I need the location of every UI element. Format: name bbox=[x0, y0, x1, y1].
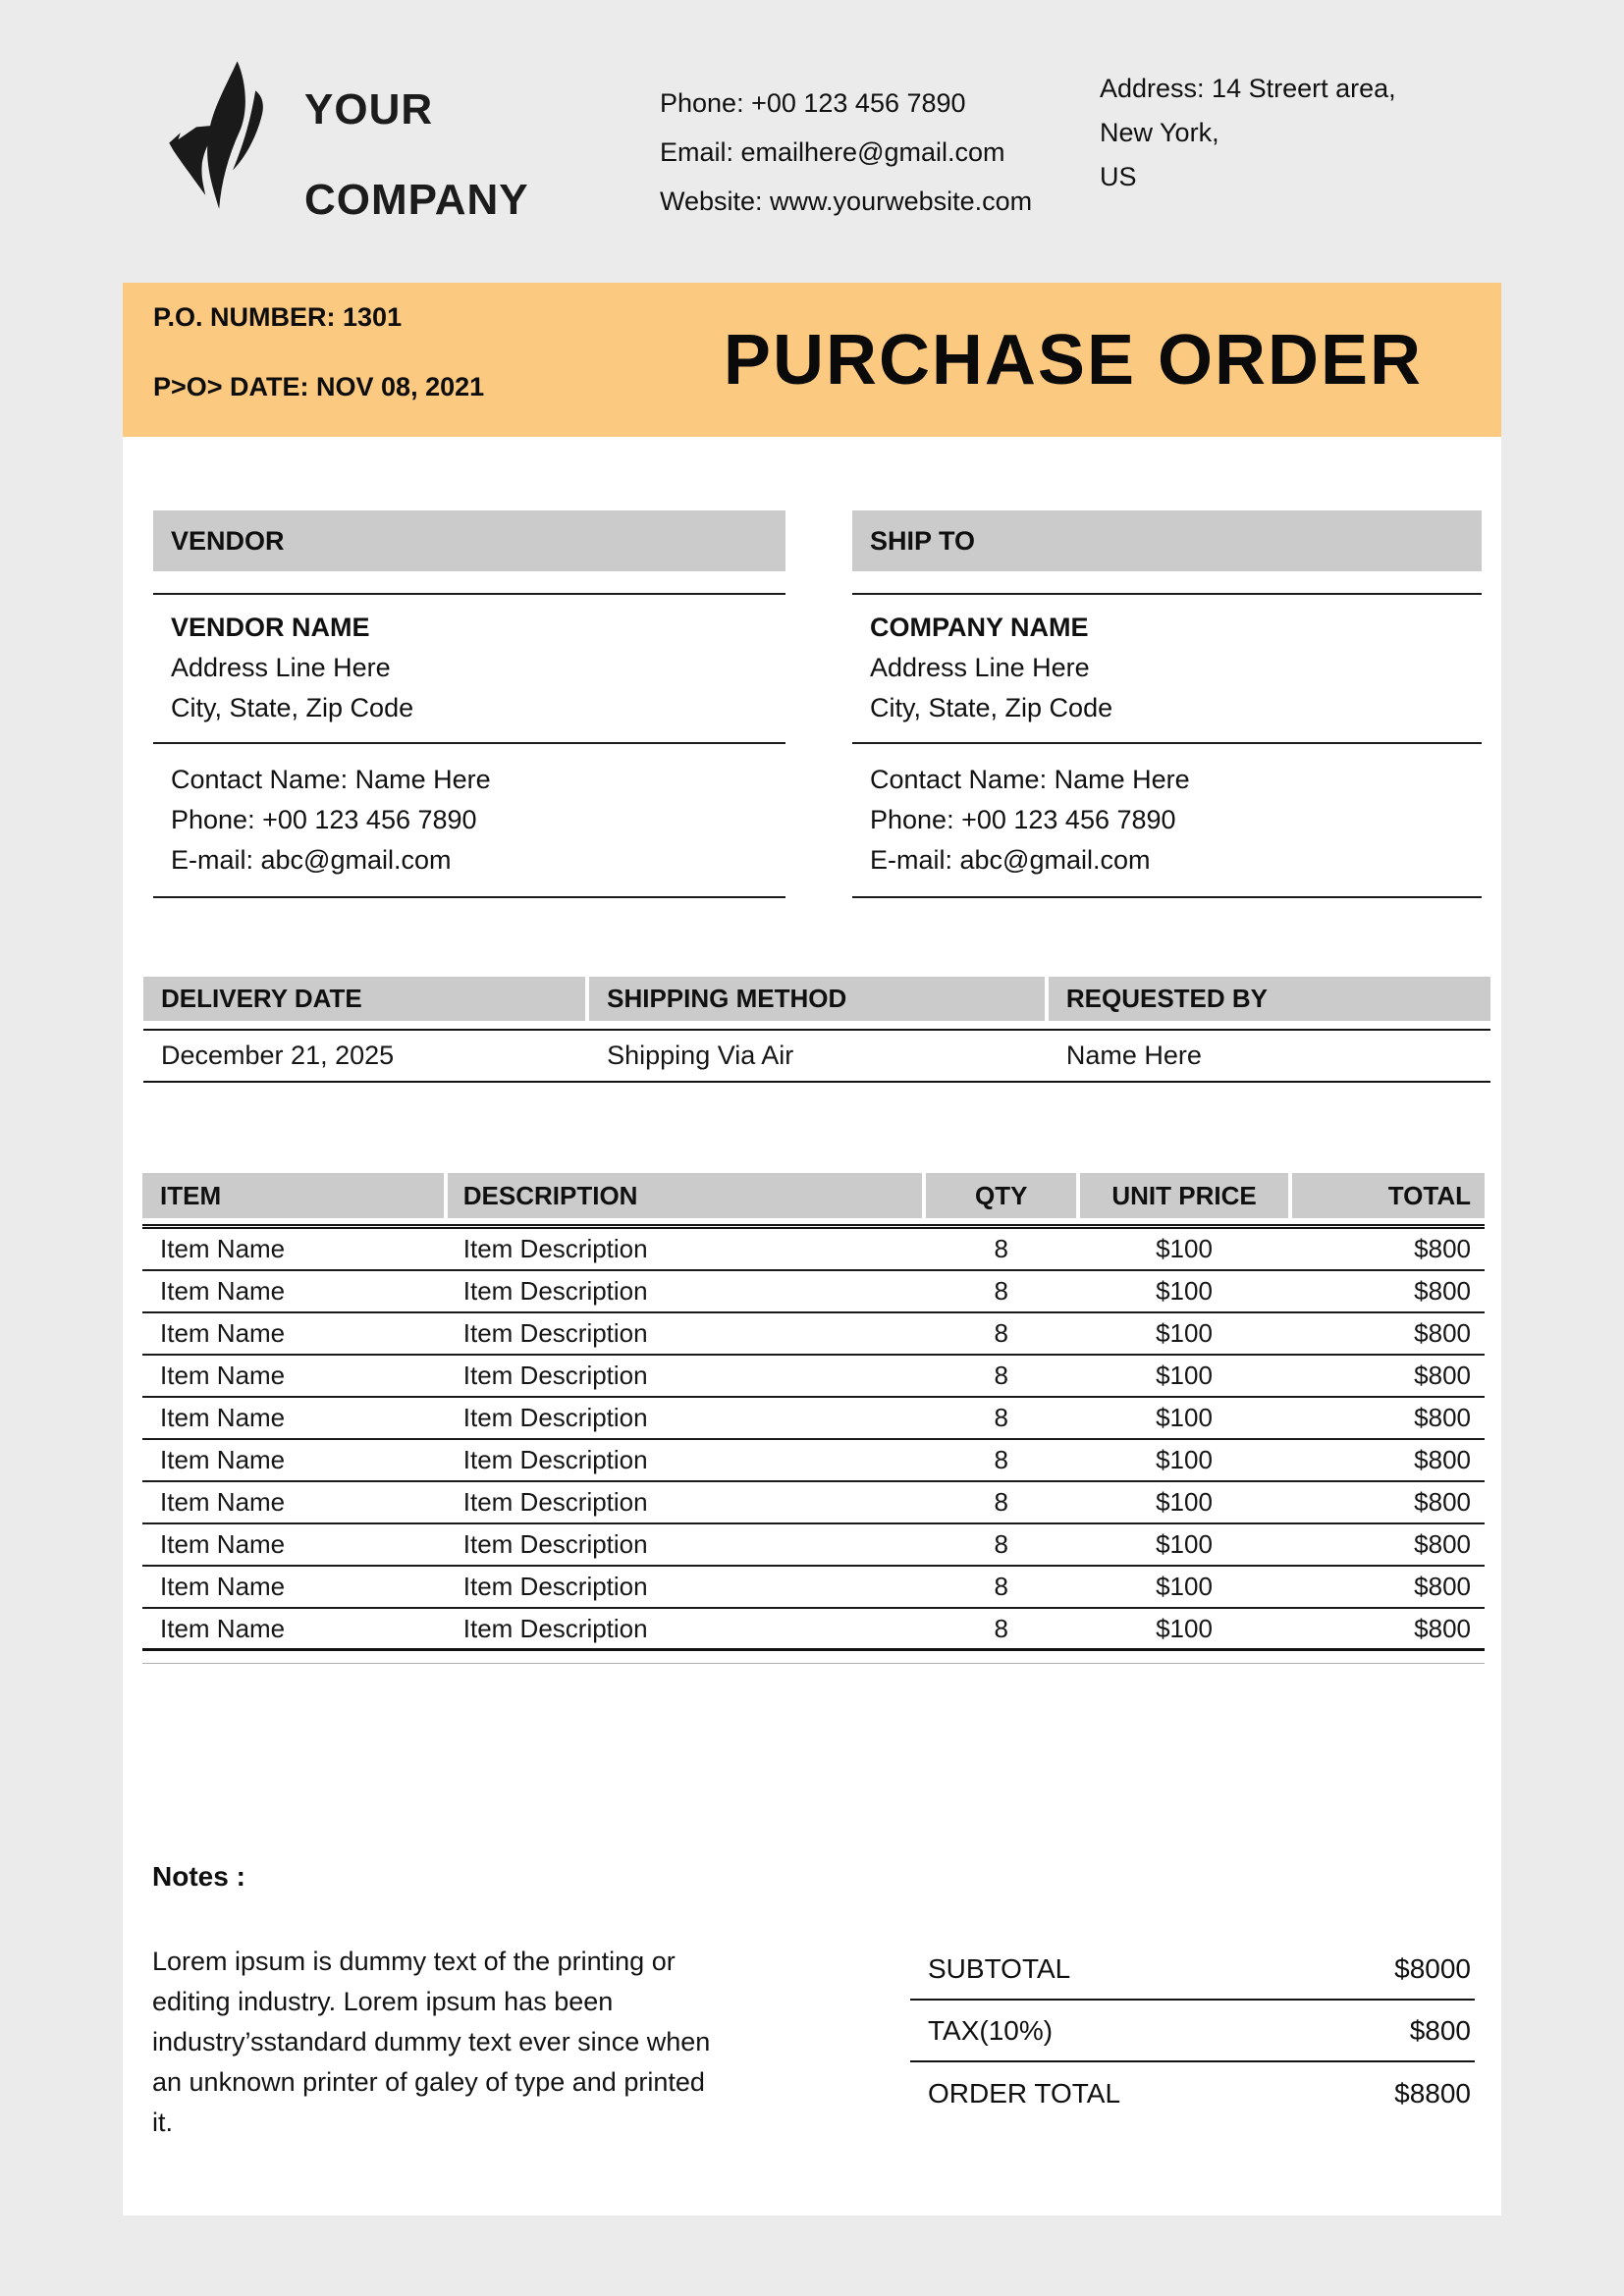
item-description-cell: Item Description bbox=[462, 1529, 648, 1559]
vendor-section-header: VENDOR bbox=[153, 510, 785, 571]
company-logo-icon bbox=[143, 59, 293, 218]
ship-to-section bbox=[852, 510, 1482, 898]
item-name-cell: Item Name bbox=[160, 1361, 286, 1390]
item-qty-cell: 8 bbox=[994, 1234, 1008, 1263]
table-row bbox=[142, 1229, 1485, 1271]
item-qty-cell: 8 bbox=[994, 1529, 1008, 1559]
table-row bbox=[142, 1482, 1485, 1524]
company-phone: Phone: +00 123 456 7890 bbox=[660, 88, 966, 118]
item-qty-cell: 8 bbox=[994, 1403, 1008, 1432]
divider bbox=[153, 896, 785, 898]
subtotal-row bbox=[910, 1939, 1475, 2001]
item-unit-price-cell: $100 bbox=[1156, 1234, 1213, 1263]
item-unit-price-cell: $100 bbox=[1156, 1361, 1213, 1390]
item-column-header: ITEM bbox=[142, 1173, 444, 1218]
item-name-cell: Item Name bbox=[160, 1529, 286, 1559]
item-qty-cell: 8 bbox=[994, 1487, 1008, 1517]
item-unit-price-cell: $100 bbox=[1156, 1613, 1213, 1643]
requested-by-header: REQUESTED BY bbox=[1049, 977, 1490, 1021]
item-name-cell: Item Name bbox=[160, 1445, 286, 1474]
item-qty-cell: 8 bbox=[994, 1572, 1008, 1601]
item-qty-cell: 8 bbox=[994, 1318, 1008, 1348]
item-total-cell: $800 bbox=[1414, 1234, 1471, 1263]
po-banner bbox=[123, 283, 1501, 437]
delivery-date-header: DELIVERY DATE bbox=[143, 977, 585, 1021]
item-description-cell: Item Description bbox=[462, 1361, 648, 1390]
item-total-cell: $800 bbox=[1414, 1487, 1471, 1517]
item-qty-cell: 8 bbox=[994, 1445, 1008, 1474]
company-address-line2: New York, bbox=[1100, 118, 1219, 147]
company-address-line1: Address: 14 Streert area, bbox=[1100, 74, 1396, 103]
item-description-cell: Item Description bbox=[462, 1445, 648, 1474]
subtotal-value: $8000 bbox=[1394, 1952, 1471, 1984]
vendor-phone: Phone: +00 123 456 7890 bbox=[171, 805, 477, 834]
table-row bbox=[142, 1271, 1485, 1313]
vendor-contact-block bbox=[153, 744, 785, 896]
ship-to-address-block bbox=[852, 595, 1482, 742]
vendor-section bbox=[153, 510, 785, 898]
document-title: PURCHASE ORDER bbox=[723, 320, 1423, 400]
table-row bbox=[142, 1398, 1485, 1440]
description-column-header: DESCRIPTION bbox=[448, 1173, 923, 1218]
company-address-block bbox=[1100, 67, 1396, 199]
order-total-row bbox=[910, 2062, 1475, 2124]
shipping-method-value: Shipping Via Air bbox=[607, 1041, 794, 1070]
notes-label: Notes : bbox=[152, 1861, 245, 1892]
item-name-cell: Item Name bbox=[160, 1276, 286, 1306]
company-email: Email: emailhere@gmail.com bbox=[660, 137, 1005, 167]
vendor-address-block bbox=[153, 595, 785, 742]
divider bbox=[142, 1663, 1485, 1664]
item-name-cell: Item Name bbox=[160, 1234, 286, 1263]
company-contact-block bbox=[660, 79, 1032, 226]
items-table bbox=[142, 1173, 1485, 1664]
subtotal-label: SUBTOTAL bbox=[928, 1952, 1071, 1984]
table-row bbox=[142, 1440, 1485, 1482]
ship-to-contact-block bbox=[852, 744, 1482, 896]
ship-to-section-header: SHIP TO bbox=[852, 510, 1482, 571]
item-name-cell: Item Name bbox=[160, 1613, 286, 1643]
vendor-address-line: Address Line Here bbox=[171, 653, 391, 682]
table-row bbox=[142, 1524, 1485, 1567]
items-body bbox=[142, 1229, 1485, 1651]
total-column-header: TOTAL bbox=[1292, 1173, 1485, 1218]
company-address-line3: US bbox=[1100, 162, 1137, 191]
tax-value: $800 bbox=[1409, 2014, 1471, 2046]
company-website: Website: www.yourwebsite.com bbox=[660, 187, 1033, 216]
requested-by-value: Name Here bbox=[1065, 1041, 1202, 1070]
tax-row bbox=[910, 2001, 1475, 2062]
order-total-value: $8800 bbox=[1394, 2077, 1471, 2109]
item-unit-price-cell: $100 bbox=[1156, 1529, 1213, 1559]
shipping-method-header: SHIPPING METHOD bbox=[589, 977, 1045, 1021]
totals-section bbox=[910, 1939, 1475, 2124]
item-unit-price-cell: $100 bbox=[1156, 1572, 1213, 1601]
po-number: P.O. NUMBER: 1301 bbox=[153, 302, 403, 332]
vendor-name: VENDOR NAME bbox=[171, 613, 370, 642]
tax-label: TAX(10%) bbox=[928, 2014, 1054, 2046]
item-total-cell: $800 bbox=[1414, 1445, 1471, 1474]
divider bbox=[852, 896, 1482, 898]
table-row bbox=[142, 1313, 1485, 1356]
item-total-cell: $800 bbox=[1414, 1572, 1471, 1601]
notes-body: Lorem ipsum is dummy text of the printing or editing industry. Lorem ipsum has been industry’sstandard dummy text ever since when an unknown printer of galey of type and printed it. bbox=[152, 1947, 711, 2137]
item-total-cell: $800 bbox=[1414, 1403, 1471, 1432]
item-unit-price-cell: $100 bbox=[1156, 1403, 1213, 1432]
table-row bbox=[142, 1356, 1485, 1398]
shipping-info-value-row bbox=[143, 1029, 1490, 1083]
item-name-cell: Item Name bbox=[160, 1572, 286, 1601]
ship-to-phone: Phone: +00 123 456 7890 bbox=[870, 805, 1176, 834]
item-total-cell: $800 bbox=[1414, 1529, 1471, 1559]
item-name-cell: Item Name bbox=[160, 1487, 286, 1517]
order-total-label: ORDER TOTAL bbox=[928, 2077, 1121, 2109]
item-name-cell: Item Name bbox=[160, 1403, 286, 1432]
item-unit-price-cell: $100 bbox=[1156, 1318, 1213, 1348]
item-description-cell: Item Description bbox=[462, 1487, 648, 1517]
vendor-email: E-mail: abc@gmail.com bbox=[171, 845, 452, 875]
item-unit-price-cell: $100 bbox=[1156, 1276, 1213, 1306]
shipping-info-header-row bbox=[143, 977, 1490, 1021]
item-qty-cell: 8 bbox=[994, 1276, 1008, 1306]
ship-to-address-line: Address Line Here bbox=[870, 653, 1090, 682]
item-description-cell: Item Description bbox=[462, 1318, 648, 1348]
item-total-cell: $800 bbox=[1414, 1613, 1471, 1643]
vendor-contact-name: Contact Name: Name Here bbox=[171, 765, 491, 794]
item-description-cell: Item Description bbox=[462, 1234, 648, 1263]
po-meta bbox=[153, 302, 484, 402]
company-name-line1: YOUR bbox=[304, 85, 434, 133]
item-qty-cell: 8 bbox=[994, 1361, 1008, 1390]
item-unit-price-cell: $100 bbox=[1156, 1487, 1213, 1517]
vendor-city-line: City, State, Zip Code bbox=[171, 693, 414, 722]
item-total-cell: $800 bbox=[1414, 1318, 1471, 1348]
item-total-cell: $800 bbox=[1414, 1361, 1471, 1390]
ship-to-city-line: City, State, Zip Code bbox=[870, 693, 1113, 722]
item-name-cell: Item Name bbox=[160, 1318, 286, 1348]
table-row bbox=[142, 1609, 1485, 1651]
item-description-cell: Item Description bbox=[462, 1613, 648, 1643]
items-header-row bbox=[142, 1173, 1485, 1218]
item-qty-cell: 8 bbox=[994, 1613, 1008, 1643]
item-unit-price-cell: $100 bbox=[1156, 1445, 1213, 1474]
ship-to-name: COMPANY NAME bbox=[870, 613, 1089, 642]
company-name bbox=[304, 65, 529, 245]
unit-price-column-header: UNIT PRICE bbox=[1080, 1173, 1288, 1218]
ship-to-email: E-mail: abc@gmail.com bbox=[870, 845, 1151, 875]
item-description-cell: Item Description bbox=[462, 1572, 648, 1601]
po-date: P>O> DATE: NOV 08, 2021 bbox=[153, 372, 485, 401]
table-row bbox=[142, 1567, 1485, 1609]
ship-to-contact-name: Contact Name: Name Here bbox=[870, 765, 1190, 794]
delivery-date-value: December 21, 2025 bbox=[161, 1041, 395, 1070]
item-description-cell: Item Description bbox=[462, 1276, 648, 1306]
item-total-cell: $800 bbox=[1414, 1276, 1471, 1306]
company-name-line2: COMPANY bbox=[304, 176, 529, 224]
qty-column-header: QTY bbox=[926, 1173, 1076, 1218]
shipping-info-table bbox=[143, 977, 1490, 1083]
item-description-cell: Item Description bbox=[462, 1403, 648, 1432]
